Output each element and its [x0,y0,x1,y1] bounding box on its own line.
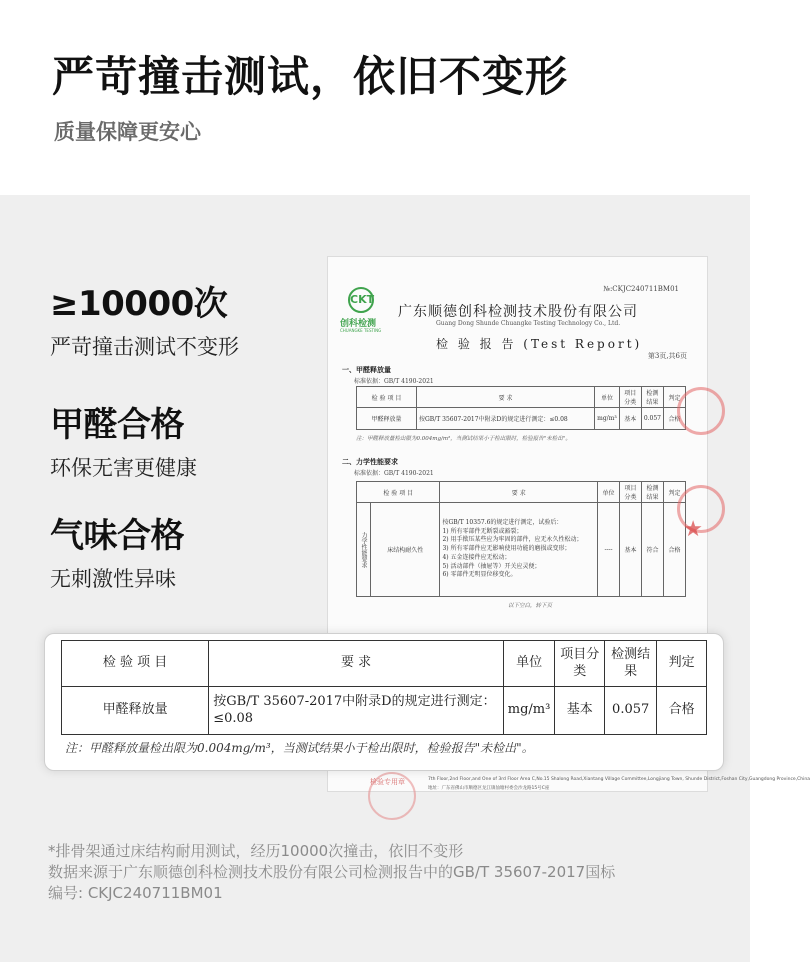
req-line: 5) 活动部件（抽屉等）开关应灵便； [442,562,541,570]
cell-requirement: 按GB/T 35607-2017中附录D的规定进行测定：≤0.08 [209,687,504,735]
cell-verdict: 合格 [657,687,707,735]
cell-result: 0.057 [605,687,657,735]
mini-formaldehyde-table [356,386,686,430]
mini-requirements [440,503,598,597]
mini-mechanical-table [356,481,686,597]
table-row [62,687,707,735]
mini-cell: 基本 [619,408,641,430]
col-header-verdict: 判定 [657,641,707,687]
mini-header: 检测结果 [642,482,664,503]
mini-header: 单位 [598,482,620,503]
report-footer-en: 7th Floor,2nd Floor,and One of 3rd Floor Area C,No.15 Shalong Road,Xiantang Village Committee,Longjiang Town, Shunde District,Foshan City,Guangdong Province,China [428,777,810,782]
lab-logo-name: 创科检测 [340,319,377,329]
company-name-en: Guang Dong Shunde Chuangke Testing Technology Co., Ltd. [436,320,621,327]
feature-title: 甲醛合格 [50,405,184,445]
mini-cell: mg/m³ [595,408,620,430]
formaldehyde-table [61,640,707,735]
mini-header: 单位 [595,387,620,408]
cell-class: 基本 [555,687,605,735]
lab-logo-mark: CKT [348,287,374,313]
section-standard: 标准依据：GB/T 4190-2021 [354,378,434,385]
col-header-requirement: 要 求 [209,641,504,687]
footnote-line: 编号: CKJC240711BM01 [48,884,223,902]
header-area [0,0,750,195]
section-mechanical: 二、力学性能要求 [342,457,398,466]
req-line: 2) 用手揿压某些应为牢固的部件，应无永久性松动； [442,536,583,544]
req-line: 1) 所有零部件无断裂或豁裂； [442,527,523,535]
lab-logo-en: CHUANGKE TESTING [340,328,382,333]
report-title: 检 验 报 告 (Test Report) [436,337,643,351]
section-formaldehyde: 一、甲醛释放量 [342,365,391,374]
col-header-result: 检测结果 [605,641,657,687]
mini-header: 项目分类 [619,387,641,408]
req-line: 按GB/T 10357.6的规定进行测定，试验后： [442,519,563,527]
mini-header: 判定 [664,387,686,408]
footnote-line: 数据来源于广东顺德创科检测技术股份有限公司检测报告中的GB/T 35607-2017国标 [48,863,616,881]
page-subheadline: 质量保障更安心 [54,120,201,144]
mini-header: 要 求 [417,387,595,408]
feature-desc: 严苛撞击测试不变形 [50,335,239,359]
stamp-fragment [677,387,725,435]
mini-header: 项目分类 [620,482,642,503]
zoomed-formaldehyde-table [44,633,724,771]
report-number: №:CKJC240711BM01 [603,285,679,293]
cell-item: 甲醛释放量 [62,687,209,735]
mini-header: 检 验 项 目 [357,387,417,408]
page-headline: 严苛撞击测试，依旧不变形 [52,52,569,101]
mini-cell: 合格 [664,408,686,430]
mini-header: 判定 [664,482,686,503]
mini-group-label: 力学性能要求 [357,503,371,597]
section-standard: 标准依据：GB/T 4190-2021 [354,470,434,477]
feature-odor [50,508,184,593]
cell-unit: mg/m³ [503,687,555,735]
mini-cell: 甲醛释放量 [357,408,417,430]
report-page-number: 第3页,共6页 [647,352,687,360]
mini-cell: 按GB/T 35607-2017中附录D的规定进行测定：≤0.08 [417,408,595,430]
table-header-row [62,641,707,687]
formaldehyde-note: 注：甲醛释放量检出限为0.004mg/m³，当测试结果小于检出限时，检验报告"未检出"。 [65,741,534,755]
mini-header: 检 验 项 目 [357,482,440,503]
col-header-unit: 单位 [503,641,555,687]
col-header-item: 检 验 项 目 [62,641,209,687]
mini-formaldehyde-note: 注：甲醛释放量检出限为0.004mg/m³，当测试结果小于检出限时，检验报告"未检出"。 [356,436,571,442]
stamp-star-icon: ★ [683,517,703,542]
feature-title: ≥10000次 [50,284,228,324]
mini-cell: 床结构耐久性 [371,503,440,597]
req-line: 4) 五金连接件应无松动； [442,553,511,561]
mini-header: 要 求 [440,482,598,503]
feature-title: 气味合格 [50,516,184,556]
lab-logo [340,287,382,333]
mini-cell: 符合 [642,503,664,597]
mini-header: 检测结果 [641,387,663,408]
footnote-line: *排骨架通过床结构耐用测试，经历10000次撞击，依旧不变形 [48,842,464,860]
mini-cell: 基本 [620,503,642,597]
report-footer-cn: 地址：广东省佛山市顺德区龙江镇仙塘村委会沙龙路15号C座 [428,786,550,791]
req-line: 6) 零部件无明显位移变化。 [442,571,517,579]
feature-desc: 无刺激性异味 [50,567,176,591]
mini-cell: 合格 [664,503,686,597]
feature-formaldehyde [50,397,197,482]
req-line: 3) 所有零部件应无影响使用功能的磨损或变形； [442,545,571,553]
col-header-class: 项目分类 [555,641,605,687]
data-source-footnote [48,841,615,904]
feature-impact [50,276,239,361]
mini-cell: 0.057 [641,408,663,430]
company-name-cn: 广东顺德创科检测技术股份有限公司 [398,304,638,320]
inspection-stamp-label: 检验专用章 [370,778,405,786]
feature-desc: 环保无害更健康 [50,456,197,480]
mini-cell: ---- [598,503,620,597]
blank-below-note: 以下空白，转下页 [508,603,553,609]
